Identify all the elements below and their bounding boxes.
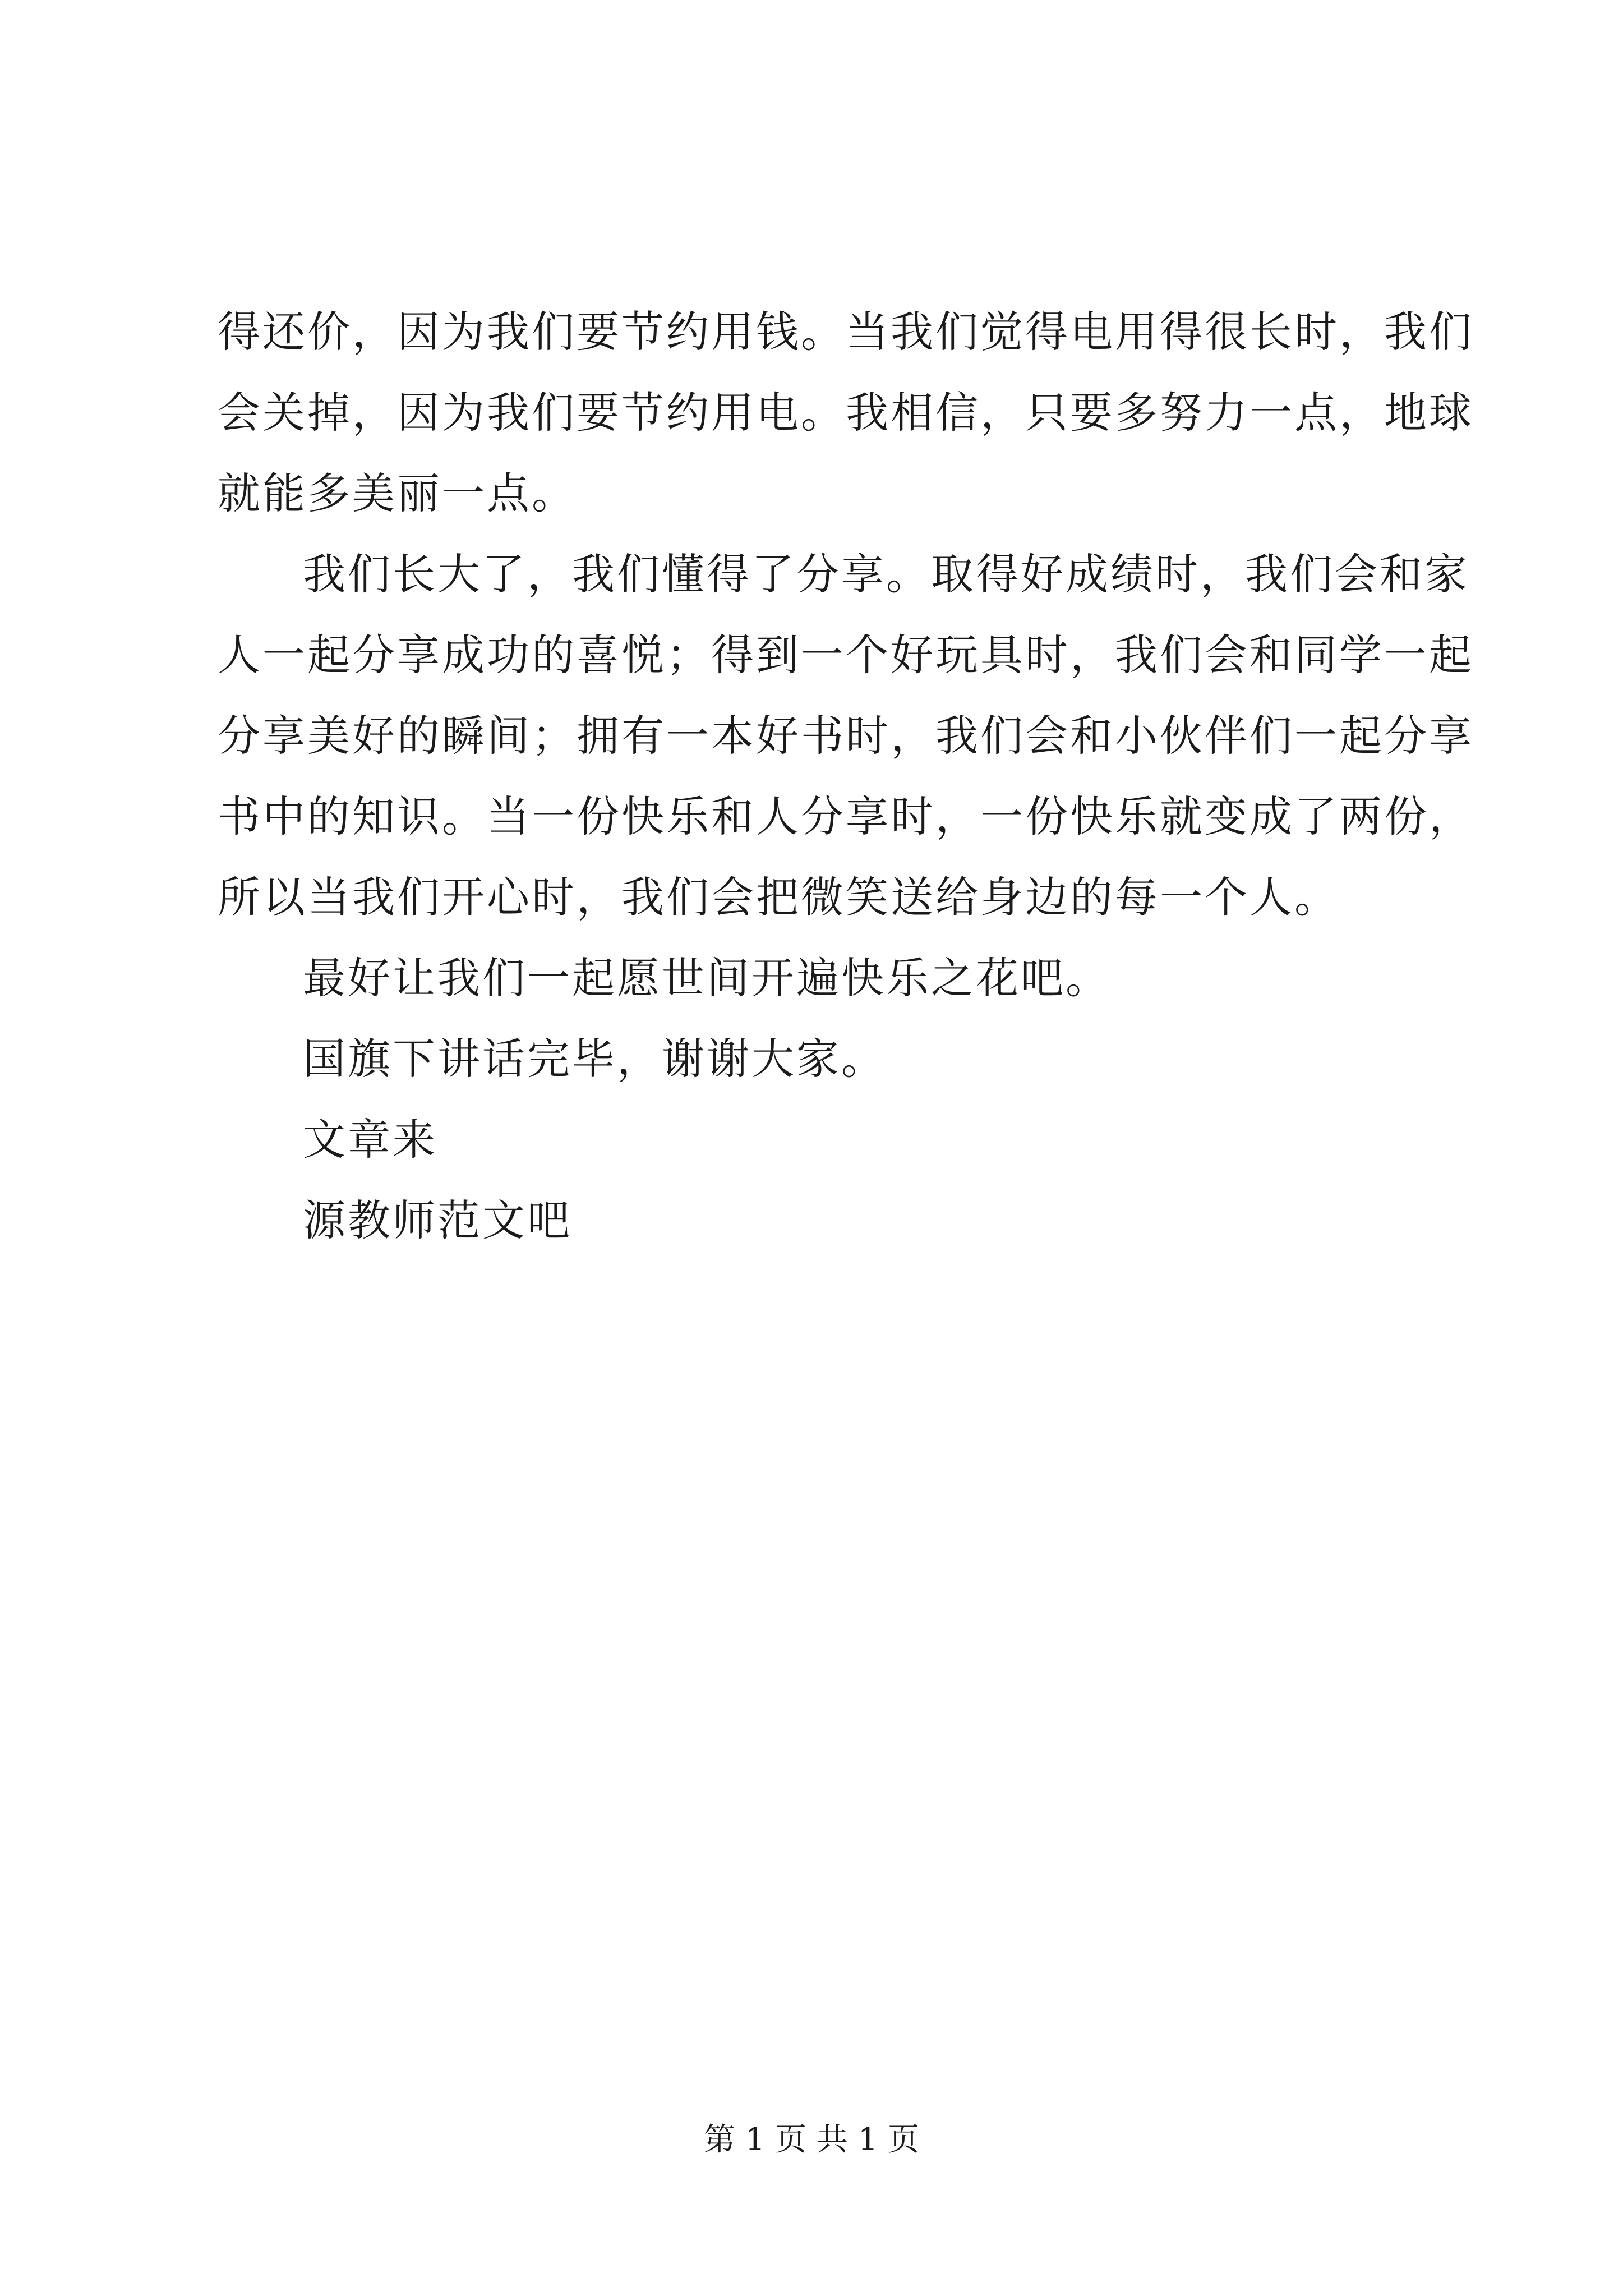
paragraph-1-line-3: 就能多美丽一点。 [218,468,577,518]
paragraph-2-line-4: 书中的知识。当一份快乐和人分享时，一份快乐就变成了两份， [218,792,1474,841]
paragraph-2-line-3: 分享美好的瞬间；拥有一本好书时，我们会和小伙伴们一起分享 [218,711,1474,761]
paragraph-1-line-1: 得还价，因为我们要节约用钱。当我们觉得电用得很长时，我们 [218,307,1474,357]
paragraph-2-line-5: 所以当我们开心时，我们会把微笑送给身边的每一个人。 [218,872,1339,922]
paragraph-4: 国旗下讲话完毕，谢谢大家。 [303,1034,886,1084]
paragraph-2-line-1: 我们长大了，我们懂得了分享。取得好成绩时，我们会和家 [303,549,1469,599]
paragraph-5: 文章来 [303,1115,437,1165]
paragraph-6: 源教师范文吧 [303,1195,572,1245]
page-number-footer: 第 1 页 共 1 页 [703,2122,920,2158]
paragraph-2-line-2: 人一起分享成功的喜悦；得到一个好玩具时，我们会和同学一起 [218,630,1474,680]
paragraph-3: 最好让我们一起愿世间开遍快乐之花吧。 [303,953,1110,1003]
paragraph-1-line-2: 会关掉，因为我们要节约用电。我相信，只要多努力一点，地球 [218,388,1474,438]
document-body [218,292,1474,1261]
